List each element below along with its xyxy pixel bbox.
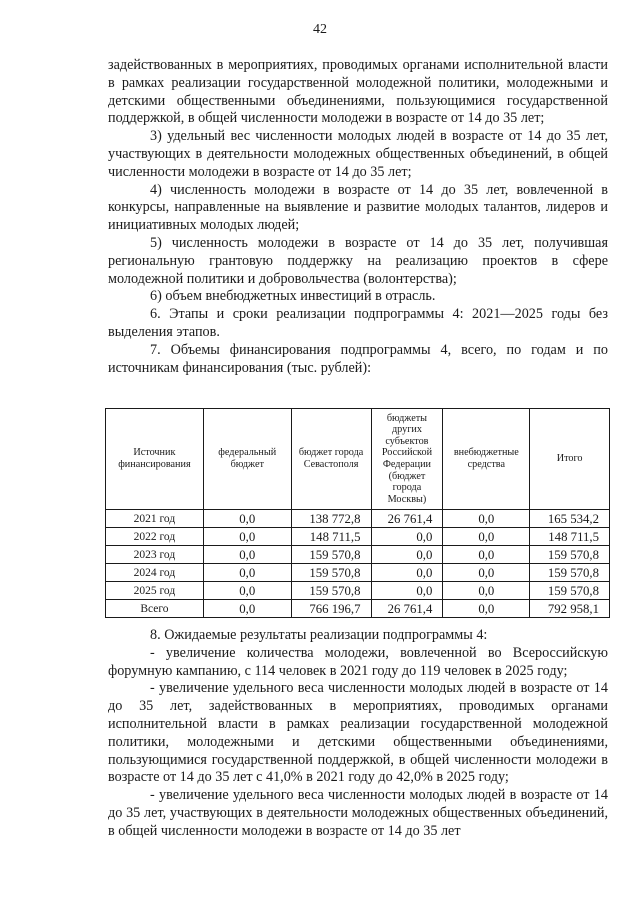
table-cell: 159 570,8 [291, 546, 371, 564]
header-extrabudgetary: внебюджетные средства [443, 409, 530, 510]
table-row [106, 546, 610, 564]
paragraph: - увеличение количества молодежи, вовлеченной во Всероссийскую форумную кампанию, с 114 человек в 2021 году до 119 человек в 2025 году; [108, 644, 608, 679]
table-cell: 766 196,7 [291, 600, 371, 618]
paragraph: - увеличение удельного веса численности молодых людей в возрасте от 14 до 35 лет, задействованных в мероприятиях, проводимых органами исполнительной власти в рамках реализации государственной молодежной политики, молодежными и детскими общественными объединениями, пользующимися государственной поддержкой, в общей численности молодежи в возрасте от 14 до 35 лет с 41,0% в 2021 году до 42,0% в 2025 году; [108, 680, 608, 786]
table-cell: 159 570,8 [530, 546, 610, 564]
row-label: 2025 год [106, 582, 204, 600]
table-cell: 148 711,5 [291, 528, 371, 546]
header-other-subjects-budget: бюджеты других субъектов Российской Федерации (бюджет города Москвы) [371, 409, 443, 510]
table-cell: 792 958,1 [530, 600, 610, 618]
table-cell: 0,0 [203, 528, 291, 546]
paragraph: 7. Объемы финансирования подпрограммы 4, всего, по годам и по источникам финансирования (тыс. рублей): [108, 341, 608, 376]
table-cell: 148 711,5 [530, 528, 610, 546]
page-number: 42 [313, 22, 327, 37]
paragraph: 8. Ожидаемые результаты реализации подпрограммы 4: [150, 627, 488, 643]
table-cell: 0,0 [443, 546, 530, 564]
table-cell: 159 570,8 [291, 564, 371, 582]
table-cell: 0,0 [443, 600, 530, 618]
table-row [106, 528, 610, 546]
table-cell: 0,0 [203, 564, 291, 582]
table-row [106, 510, 610, 528]
header-federal-budget: федеральный бюджет [203, 409, 291, 510]
row-label: Всего [106, 600, 204, 618]
paragraph: 6. Этапы и сроки реализации подпрограммы 4: 2021—2025 годы без выделения этапов. [108, 306, 608, 340]
table-cell: 138 772,8 [291, 510, 371, 528]
table-cell: 0,0 [203, 510, 291, 528]
row-label: 2021 год [106, 510, 204, 528]
table-cell: 159 570,8 [530, 564, 610, 582]
header-sevastopol-budget: бюджет города Севастополя [291, 409, 371, 510]
table-cell: 0,0 [443, 528, 530, 546]
body-text-top [108, 57, 608, 377]
table-row [106, 582, 610, 600]
table-cell: 0,0 [371, 582, 443, 600]
table-cell: 26 761,4 [371, 600, 443, 618]
header-total: Итого [530, 409, 610, 510]
paragraph: 3) удельный вес численности молодых людей в возрасте от 14 до 35 лет, участвующих в деятельности молодежных общественных объединений, в общей численности молодежи в возрасте от 14 до 35 лет; [108, 128, 608, 180]
table-row [106, 564, 610, 582]
table-cell: 0,0 [443, 564, 530, 582]
table-cell: 159 570,8 [530, 582, 610, 600]
table-cell: 0,0 [203, 582, 291, 600]
table-header-row [106, 409, 610, 510]
paragraph: - увеличение удельного веса численности молодых людей в возрасте от 14 до 35 лет, участвующих в деятельности молодежных общественных объединений, в общей численности молодежи в возрасте от 14 до 35 лет [108, 787, 608, 839]
financing-table [105, 408, 610, 618]
table-cell: 0,0 [443, 582, 530, 600]
row-label: 2024 год [106, 564, 204, 582]
table-cell: 0,0 [371, 528, 443, 546]
paragraph: 5) численность молодежи в возрасте от 14 до 35 лет, получившая региональную грантовую поддержку на реализацию проектов в сфере молодежной политики и добровольчества (волонтерства); [108, 234, 608, 287]
table-row [106, 600, 610, 618]
table-cell: 159 570,8 [291, 582, 371, 600]
row-label: 2023 год [106, 546, 204, 564]
paragraph: задействованных в мероприятиях, проводимых органами исполнительной власти в рамках реализации государственной молодежной политики, молодежными и детскими общественными объединениями, пользующимися государственной поддержкой, в общей численности молодежи в возрасте от 14 до 35 лет; [108, 57, 608, 127]
paragraph: 6) объем внебюджетных инвестиций в отрасль. [150, 288, 436, 305]
table-cell: 165 534,2 [530, 510, 610, 528]
row-label: 2022 год [106, 528, 204, 546]
table-cell: 0,0 [371, 564, 443, 582]
header-source: Источник финансирования [106, 409, 204, 510]
paragraph: 4) численность молодежи в возрасте от 14 до 35 лет, вовлеченной в конкурсы, направленные на выявление и развитие молодых талантов, лидеров и инициативных молодых людей; [108, 181, 608, 234]
table-cell: 26 761,4 [371, 510, 443, 528]
body-text-bottom [108, 627, 608, 841]
table-cell: 0,0 [203, 600, 291, 618]
table-cell: 0,0 [443, 510, 530, 528]
table-cell: 0,0 [371, 546, 443, 564]
table-cell: 0,0 [203, 546, 291, 564]
